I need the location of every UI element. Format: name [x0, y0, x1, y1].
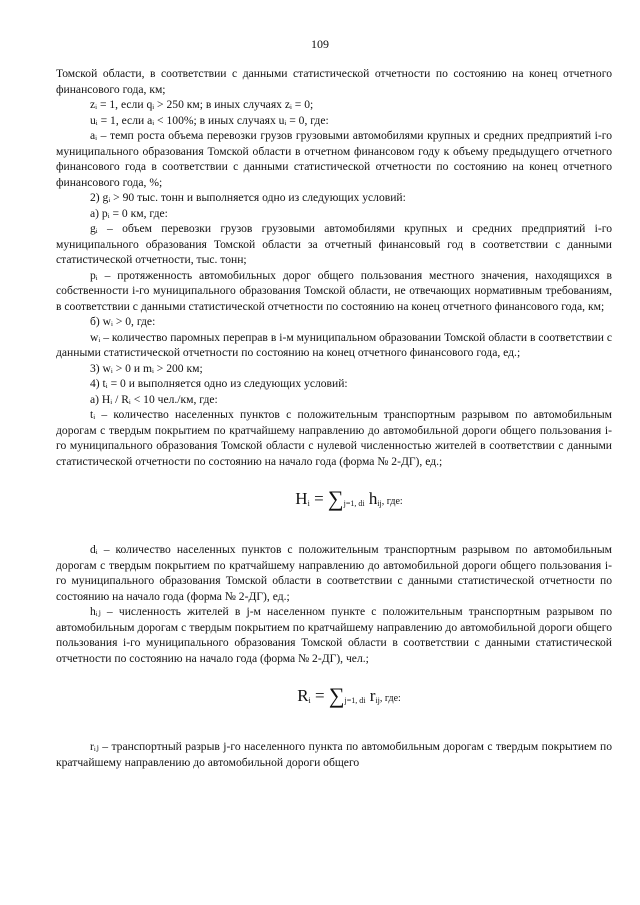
paragraph: gᵢ – объем перевозки грузов грузовыми автомобилями крупных и средних предприятий i-го муниципального образования Томской области за отчетный финансовый год в соответствии с данными статистической отчетности, тыс. тонн;	[56, 222, 612, 266]
formula-h-lhs-sub: i	[307, 499, 310, 508]
page-number: 109	[311, 37, 329, 51]
paragraph-block-3	[56, 739, 612, 770]
formula-r-lhs-sub: i	[308, 696, 311, 705]
formula-r-suffix: , где:	[379, 693, 401, 704]
formula-r-sum-sub: j=1, di	[344, 696, 366, 705]
formula-h-term: h	[368, 489, 378, 508]
sum-sign-icon: ∑	[327, 486, 344, 511]
paragraph: а) pᵢ = 0 км, где:	[90, 206, 168, 220]
formula-h: $H_i = \sum_{j=1, di}$ $h_{ij}$, где:	[295, 486, 403, 511]
paragraph-block-1	[56, 66, 612, 469]
formula-h-term-sub: ij	[377, 499, 382, 508]
formula-r-term-sub: ij	[375, 696, 380, 705]
paragraph: hᵢⱼ – численность жителей в j-м населенном пункте с положительным транспортным разрывом по автомобильным дорогам с твердым покрытием по кратчайшему направлению до автомобильной дороги общего пользования i-го муниципального образования Томской области в соответствии с данными статистической отчетности по состоянию на начало года (форма № 2-ДГ), чел.;	[56, 605, 612, 665]
paragraph: wᵢ – количество паромных переправ в i-м муниципальном образовании Томской области в соответствии с данными статистической отчетности по состоянию на конец отчетного финансового года, ед.;	[56, 330, 612, 359]
formula-h-lhs: H	[295, 489, 308, 508]
paragraph: Томской области, в соответствии с данными статистической отчетности по состоянию на конец отчетного финансового года, км;	[56, 67, 612, 96]
sum-sign-icon: ∑	[328, 683, 345, 708]
paragraph: zᵢ = 1, если qᵢ > 250 км; в иных случаях zᵢ = 0;	[90, 98, 314, 111]
paragraph: б) wᵢ > 0, где:	[90, 315, 156, 328]
formula-r-lhs: R	[297, 686, 309, 705]
paragraph: uᵢ = 1, если aᵢ < 100%; в иных случаях uᵢ = 0, где:	[90, 113, 329, 127]
paragraph-block-2	[56, 542, 612, 666]
formula-h-suffix: , где:	[381, 496, 403, 507]
formula-r: $R_i = \sum_{j=1, di}$ $r_{ij}$, где:	[297, 683, 401, 708]
formula-r-term: r	[369, 686, 376, 705]
paragraph: dᵢ – количество населенных пунктов с положительным транспортным разрывом по автомобильным дорогам с твердым покрытием по кратчайшему направлению до автомобильной дороги общего пользования i-го муниципального образования Томской области в соответствии с данными статистической отчетности по состоянию на начало года (форма № 2-ДГ), ед.;	[56, 543, 612, 603]
paragraph: 3) wᵢ > 0 и mᵢ > 200 км;	[90, 361, 203, 375]
paragraph: pᵢ – протяженность автомобильных дорог общего пользования местного значения, находящихся в собственности i-го муниципального образования Томской области, не отвечающих нормативным требованиям, в соответствии с данными статистической отчетности по состоянию на конец отчетного финансового года, км;	[56, 268, 612, 313]
paragraph: 4) tᵢ = 0 и выполняется одно из следующих условий:	[90, 377, 348, 390]
formula-h-sum-sub: j=1, di	[343, 499, 365, 508]
paragraph: а) Hᵢ / Rᵢ < 10 чел./км, где:	[90, 392, 218, 406]
paragraph: aᵢ – темп роста объема перевозки грузов грузовыми автомобилями крупных и средних предприятий i-го муниципального образования Томской области в отчетном финансовом году к объему предыдущего отчетного финансового года в соответствии с данными статистической отчетности по состоянию на конец отчетного финансового года, %;	[56, 129, 612, 189]
paragraph: rᵢⱼ – транспортный разрыв j-го населенного пункта по автомобильным дорогам с твердым покрытием по кратчайшему направлению до автомобильной дороги общего	[56, 740, 612, 769]
body-text	[56, 66, 612, 770]
paragraph: tᵢ – количество населенных пунктов с положительным транспортным разрывом по автомобильным дорогам с твердым покрытием по кратчайшему направлению до автомобильной дороги общего пользования i-го муниципального образования Томской области с нулевой численностью жителей в соответствии с данными статистической отчетности по состоянию на начало года (форма № 2-ДГ), ед.;	[56, 408, 612, 468]
paragraph: 2) gᵢ > 90 тыс. тонн и выполняется одно из следующих условий:	[90, 191, 406, 204]
